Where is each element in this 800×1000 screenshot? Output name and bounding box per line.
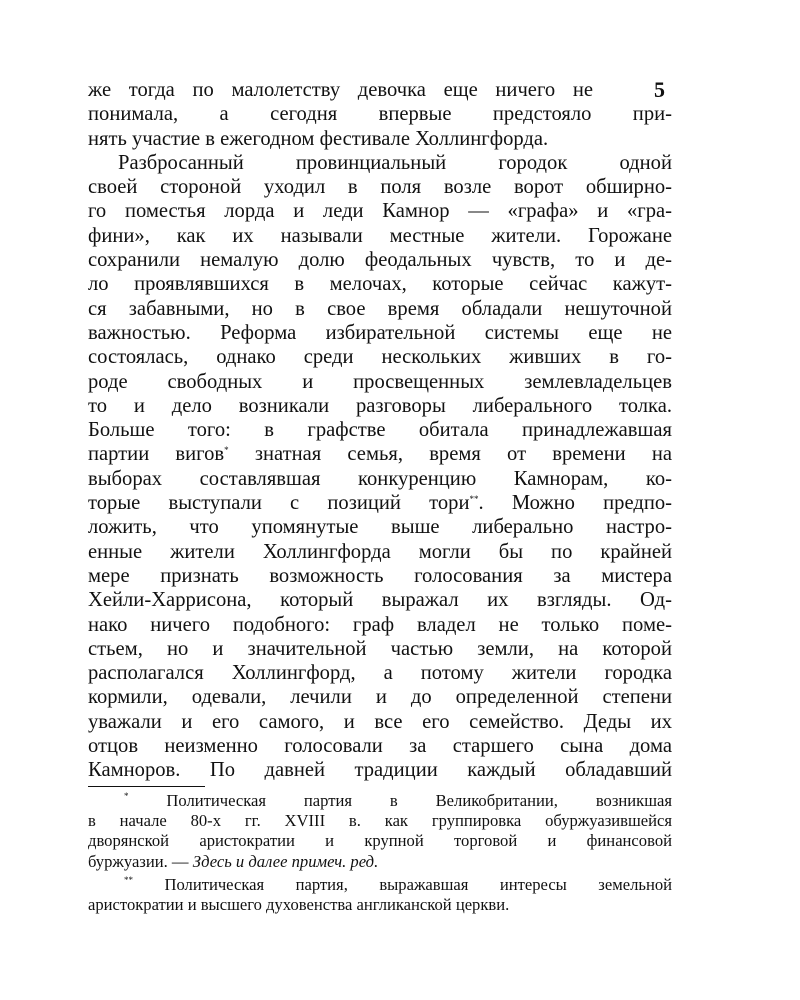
text-line (88, 442, 672, 466)
text-segment: Политическая партия в Великобритании, возникшая (166, 791, 672, 810)
body-text (88, 78, 672, 783)
editor-note: Здесь и далее примеч. ред. (192, 851, 379, 871)
footnote-marker: * (124, 791, 129, 801)
text-segment: Политическая партия, выражавшая интересы земельной (164, 874, 672, 894)
text-line: располагался Холлингфорд, а потому жители городка (88, 662, 672, 685)
footnote-line: дворянской аристократии и крупной торговой и финансовой (88, 831, 672, 851)
footnote-line (88, 791, 672, 811)
text-line: мере признать возможность голосования за мистера (88, 564, 672, 587)
footnote-marker: ** (124, 874, 133, 885)
text-line: своей стороной уходил в поля возле ворот обширно- (88, 176, 672, 199)
footnote-line: аристократии и высшего духовенства англиканской церкви. (88, 894, 510, 914)
text-line: состоялась, однако среди нескольких живших в го- (88, 346, 672, 369)
text-line: Хейли-Харрисона, который выражал их взгляды. Од- (88, 589, 672, 612)
text-line: ло проявлявшихся в мелочах, которые сейчас кажут- (88, 273, 672, 296)
text-line (88, 491, 672, 515)
text-line: выборах составлявшая конкуренцию Камнорам, ко- (88, 467, 672, 490)
footnote-line (88, 875, 672, 895)
text-line: сохранили немалую долю феодальных чувств, то и де- (88, 249, 672, 272)
text-line: Разбросанный провинциальный городок одной (118, 151, 672, 174)
text-line: кормили, одевали, лечили и до определенной степени (88, 686, 672, 709)
footnote-marker: ** (469, 494, 479, 505)
text-line: понимала, а сегодня впервые предстояло при- (88, 103, 672, 126)
text-line: ся забавными, но в свое время обладали нешуточной (88, 297, 672, 320)
text-segment: буржуазии. — (88, 851, 189, 871)
text-line: нако ничего подобного: граф владел не только поме- (88, 613, 672, 636)
text-line: роде свободных и просвещенных землевладельцев (88, 370, 672, 393)
footnote-line (88, 852, 672, 872)
text-segment: торые выступали с позиций тори (88, 492, 470, 515)
text-line: Камноров. По давней традиции каждый обладавший (88, 759, 672, 782)
text-line: го поместья лорда и леди Камнор — «графа» и «гра- (88, 200, 672, 223)
page-number: 5 (654, 77, 665, 102)
text-segment: . Можно предпо- (478, 492, 672, 515)
footnote-marker: * (224, 445, 229, 456)
text-line: стьем, но и значительной частью земли, на которой (88, 637, 672, 660)
footnote-line: в начале 80-х гг. XVIII в. как группировка обуржуазившейся (88, 811, 672, 831)
text-line: ложить, что упомянутые выше либерально настро- (88, 516, 672, 539)
text-line: Больше того: в графстве обитала принадлежавшая (88, 419, 672, 442)
text-line: то и дело возникали разговоры либерального толка. (88, 394, 672, 417)
footnote-divider (88, 786, 205, 787)
text-segment: знатная семья, время от времени на (254, 443, 672, 466)
text-line: уважали и его самого, и все его семейство. Деды их (88, 710, 672, 733)
text-line: енные жители Холлингфорда могли бы по крайней (88, 540, 672, 563)
text-segment: партии вигов (88, 443, 225, 466)
text-line: важностью. Реформа избирательной системы еще не (88, 321, 672, 344)
text-line: нять участие в ежегодном фестивале Холлингфорда. (88, 127, 549, 150)
footnotes (88, 791, 672, 915)
text-line: же тогда по малолетству девочка еще ничего не (88, 79, 593, 101)
text-line: отцов неизменно голосовали за старшего сына дома (88, 735, 672, 758)
text-line: фини», как их называли местные жители. Горожане (88, 224, 672, 247)
